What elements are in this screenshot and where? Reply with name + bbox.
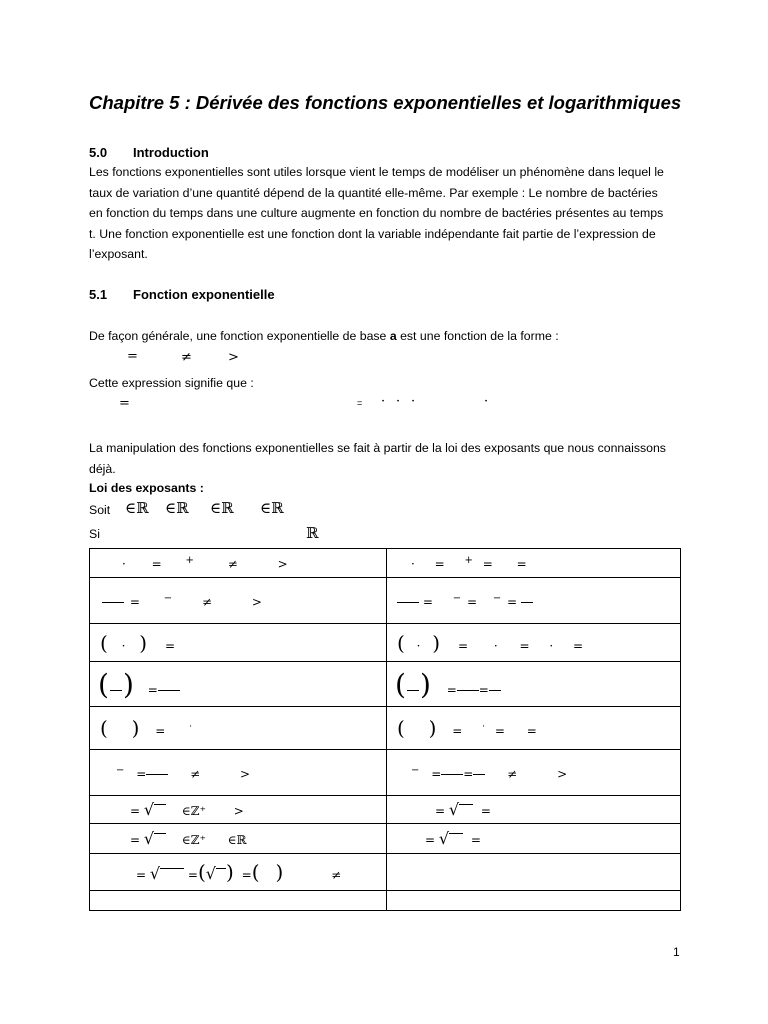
fraction-bar <box>397 602 419 603</box>
sqrt-bar <box>449 833 463 846</box>
law-eq: = <box>435 804 446 818</box>
section-heading-intro: Introduction <box>133 145 209 160</box>
law-rparen: ) <box>131 716 140 740</box>
section-number-intro: 5.0 <box>89 145 108 160</box>
law-eq: = <box>151 557 162 571</box>
manipulation-line: La manipulation des fonctions exponentielles se fait à partir de la loi des exposants que nous connaissons <box>89 441 666 455</box>
in-reals-symbol: ∈ℝ <box>260 499 284 517</box>
table-cell <box>90 891 387 911</box>
page-title: Chapitre 5 : Dérivée des fonctions exponentielles et logarithmiques <box>89 92 682 113</box>
exponent-laws-table <box>89 548 681 911</box>
law-eq: = <box>516 557 527 571</box>
fraction-bar <box>110 690 122 691</box>
law-minus: − <box>116 764 125 776</box>
table-row <box>90 891 681 911</box>
sqrt-symbol: √ <box>205 864 216 883</box>
table-cell <box>90 549 387 578</box>
law-in-z: ∈ℤ⁺ <box>181 804 206 818</box>
law-eq: = <box>463 766 474 781</box>
law-dot: · <box>122 557 126 571</box>
law-rparen: ) <box>419 667 431 701</box>
meaning-line: Cette expression signifie que : <box>89 376 254 390</box>
law-eq: = <box>241 868 252 882</box>
law-eq: = <box>425 833 436 847</box>
definition-line <box>89 326 559 347</box>
manipulation-line: déjà. <box>89 461 116 476</box>
law-rparen: ) <box>428 716 437 740</box>
law-eq: = <box>494 724 505 738</box>
law-eq: = <box>431 766 442 781</box>
fraction-bar <box>407 690 419 691</box>
meaning-eq: = <box>119 396 130 411</box>
table-cell <box>387 750 681 796</box>
law-neq: ≠ <box>201 594 212 609</box>
law-eq: = <box>507 594 518 609</box>
law-dot: · <box>189 722 193 732</box>
reals-symbol: ℝ <box>306 524 319 542</box>
law-gt: > <box>233 804 244 818</box>
table-row <box>90 624 681 662</box>
intro-line: t. Une fonction exponentielle est une fonction dont la variable indépendante fait partie de l’expression de <box>89 226 656 241</box>
meaning-dot: · <box>484 394 489 409</box>
table-cell <box>90 750 387 796</box>
law-eq: = <box>526 724 537 738</box>
law-gt: > <box>277 557 288 571</box>
law-rparen: ) <box>275 860 284 884</box>
fraction-bar <box>473 774 485 775</box>
law-eq: = <box>457 638 468 653</box>
law-plus: + <box>185 555 194 566</box>
law-eq: = <box>164 638 175 653</box>
definition-base-a: a <box>389 329 397 343</box>
meaning-eq-small: = <box>357 398 363 408</box>
sqrt-bar <box>216 868 226 881</box>
law-eq: = <box>130 804 141 818</box>
table-cell <box>387 549 681 578</box>
definition-text-start: De façon générale, une fonction exponentielle de base <box>89 329 390 343</box>
definition-text-end: est une fonction de la forme : <box>396 329 559 343</box>
law-neq: ≠ <box>331 868 342 882</box>
table-cell <box>387 854 681 891</box>
law-eq: = <box>466 594 477 609</box>
law-eq: = <box>478 682 489 697</box>
table-cell <box>90 796 387 824</box>
law-eq: = <box>470 833 481 847</box>
fraction-bar <box>102 602 124 603</box>
law-gt: > <box>240 766 251 781</box>
table-cell <box>387 624 681 662</box>
law-neq: ≠ <box>227 557 238 571</box>
fraction-bar <box>146 774 168 775</box>
table-cell <box>90 707 387 750</box>
in-reals-symbol: ∈ℝ <box>165 499 189 517</box>
law-dot: · <box>482 722 486 732</box>
table-row <box>90 824 681 854</box>
law-dot: · <box>411 557 415 571</box>
fraction-bar <box>158 690 180 691</box>
law-eq: = <box>129 594 140 609</box>
manipulation-paragraph <box>89 438 681 479</box>
law-eq: = <box>422 594 433 609</box>
formula-neq: ≠ <box>181 350 192 365</box>
law-eq: = <box>452 724 463 738</box>
sqrt-bar <box>160 868 184 881</box>
table-row <box>90 750 681 796</box>
law-lparen: ( <box>100 716 108 740</box>
law-gt: > <box>557 766 568 781</box>
law-lparen: ( <box>197 860 206 884</box>
in-reals-symbol: ∈ℝ <box>125 499 149 517</box>
law-in-reals: ∈ℝ <box>227 833 247 847</box>
sqrt-symbol: √ <box>143 829 155 848</box>
law-eq: = <box>482 557 493 571</box>
sqrt-bar <box>459 804 473 817</box>
intro-line: l’exposant. <box>89 247 148 261</box>
law-eq: = <box>446 682 457 697</box>
table-cell <box>387 796 681 824</box>
table-cell <box>387 662 681 707</box>
intro-paragraph <box>89 162 681 265</box>
section-number-expo: 5.1 <box>89 287 108 302</box>
law-lparen: ( <box>397 630 405 655</box>
law-lparen: ( <box>397 716 405 740</box>
law-lparen: ( <box>395 667 406 701</box>
law-eq: = <box>147 682 158 697</box>
law-lparen: ( <box>100 630 108 655</box>
section-heading-expo: Fonction exponentielle <box>133 287 275 302</box>
law-rparen: ) <box>139 630 148 655</box>
sqrt-symbol: √ <box>438 829 450 848</box>
meaning-dot: · <box>381 394 386 409</box>
law-neq: ≠ <box>507 766 518 781</box>
law-dot: · <box>416 638 421 653</box>
law-rparen: ) <box>432 630 441 655</box>
intro-line: Les fonctions exponentielles sont utiles lorsque vient le temps de modéliser un phénomène dans lequel le <box>89 165 664 179</box>
meaning-dot: · <box>411 394 416 409</box>
table-cell <box>387 578 681 624</box>
formula-eq: = <box>127 349 138 364</box>
table-cell <box>90 624 387 662</box>
law-eq: = <box>136 868 147 882</box>
law-eq: = <box>573 638 584 653</box>
sqrt-symbol: √ <box>149 864 161 883</box>
page-number: 1 <box>673 945 680 959</box>
laws-heading: Loi des exposants : <box>89 481 204 495</box>
law-eq: = <box>519 638 530 653</box>
law-dot: · <box>121 638 126 653</box>
law-dot: · <box>549 638 554 653</box>
law-minus: − <box>163 592 173 604</box>
law-gt: > <box>251 594 262 609</box>
law-eq: = <box>434 557 445 571</box>
law-in-z: ∈ℤ⁺ <box>181 833 206 847</box>
law-eq: = <box>136 766 147 781</box>
intro-line: taux de variation d’une quantité dépend de la quantité elle-même. Par exemple : Le nombre de bactéries <box>89 185 658 200</box>
law-lparen: ( <box>251 860 260 884</box>
law-lparen: ( <box>98 667 109 701</box>
table-cell <box>387 824 681 854</box>
table-cell <box>90 854 387 891</box>
sqrt-symbol: √ <box>143 800 155 819</box>
law-eq: = <box>187 868 198 882</box>
table-cell <box>387 891 681 911</box>
formula-gt: > <box>228 350 239 365</box>
intro-line: en fonction du temps dans une culture augmente en fonction du nombre de bactéries présentes au temps <box>89 206 664 220</box>
table-cell <box>387 707 681 750</box>
table-cell <box>90 662 387 707</box>
soit-label: Soit <box>89 503 111 517</box>
fraction-bar <box>457 690 479 691</box>
meaning-dot: · <box>396 394 401 409</box>
table-cell <box>90 824 387 854</box>
law-eq: = <box>480 804 491 818</box>
law-rparen: ) <box>122 667 134 701</box>
fraction-bar <box>441 774 463 775</box>
law-rparen: ) <box>226 860 234 884</box>
law-dot: · <box>493 638 498 653</box>
sqrt-bar <box>154 804 166 817</box>
table-row <box>90 854 681 891</box>
law-eq: = <box>130 833 141 847</box>
fraction-bar <box>521 602 533 603</box>
table-row <box>90 796 681 824</box>
law-minus: − <box>492 592 502 604</box>
law-minus: − <box>411 764 420 776</box>
sqrt-symbol: √ <box>448 800 460 819</box>
sqrt-bar <box>154 833 166 846</box>
in-reals-symbol: ∈ℝ <box>210 499 234 517</box>
si-label: Si <box>89 527 100 541</box>
table-row <box>90 578 681 624</box>
law-minus: − <box>452 592 462 604</box>
law-neq: ≠ <box>190 766 201 781</box>
table-row <box>90 707 681 750</box>
table-row <box>90 549 681 578</box>
table-row <box>90 662 681 707</box>
law-plus: + <box>464 555 473 566</box>
table-cell <box>90 578 387 624</box>
fraction-bar <box>489 690 501 691</box>
law-eq: = <box>155 724 166 738</box>
